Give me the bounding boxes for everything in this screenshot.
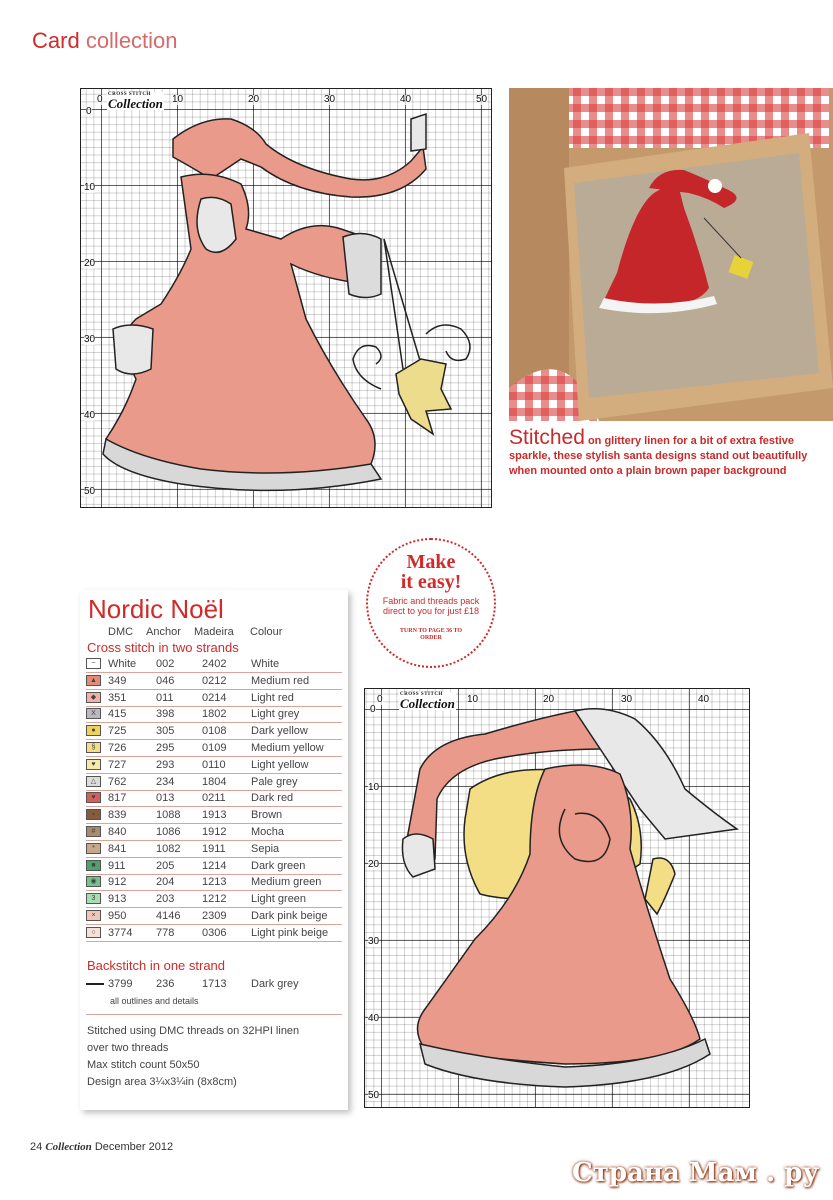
key-anchor: 4146 [156, 910, 181, 922]
swatch-icon: ♥ [86, 759, 101, 770]
key-col-colour: Colour [250, 626, 283, 638]
key-colour: Light pink beige [251, 926, 329, 939]
key-dmc: 817 [108, 792, 127, 805]
key-row [86, 740, 342, 757]
chart-top-number: 30 [324, 94, 336, 105]
chart-side-number: 40 [84, 410, 96, 421]
key-row [86, 656, 342, 673]
swatch-icon: X [86, 708, 101, 719]
photo-caption [509, 426, 809, 479]
key-colour: Dark pink beige [251, 910, 328, 922]
swatch-icon: § [86, 742, 101, 753]
chart-top-number: 40 [400, 94, 412, 105]
key-madeira: 0211 [202, 792, 226, 805]
chart-side-number: 50 [84, 486, 96, 497]
caption-text: on glittery linen for a bit of extra festive sparkle, these stylish santa designs stand out beautifully when mounted onto a plain brown paper background [509, 435, 808, 477]
key-anchor: 002 [156, 658, 175, 670]
key-colour: Light red [251, 691, 294, 704]
site-watermark: Страна Мам . ру [572, 1158, 819, 1188]
cross-stitch-heading: Cross stitch in two strands [87, 640, 239, 655]
chart-side-number: 20 [368, 859, 380, 870]
make-it-easy-badge [366, 538, 496, 668]
key-anchor: 013 [156, 792, 175, 805]
key-dmc: 725 [108, 725, 127, 738]
note-line: Design area 3¼x3¼in (8x8cm) [87, 1076, 237, 1088]
key-colour: Light yellow [251, 758, 309, 771]
key-dmc: 3774 [108, 926, 133, 939]
key-row [86, 824, 342, 841]
key-madeira: 1214 [202, 859, 227, 872]
santa-1-illustration [81, 89, 491, 507]
key-colour: Sepia [251, 842, 280, 855]
key-dmc: 762 [108, 775, 127, 788]
swatch-icon: ~ [86, 658, 101, 669]
key-colour: Dark yellow [251, 725, 308, 738]
chart-side-number: 30 [368, 936, 380, 947]
key-madeira: 1802 [202, 708, 227, 721]
key-dmc: 912 [108, 876, 127, 889]
key-dmc: 911 [108, 859, 126, 872]
key-dmc: 727 [108, 758, 127, 771]
key-colour: Dark red [251, 792, 294, 805]
key-dmc: 841 [108, 842, 127, 855]
key-row [86, 858, 342, 875]
key-row [86, 723, 342, 740]
chart-top-number: 30 [621, 694, 633, 705]
badge-body: Fabric and threads pack direct to you for just £18 [382, 596, 480, 616]
back-anchor: 236 [156, 978, 175, 990]
page-footer [30, 1141, 173, 1153]
chart-top-number: 20 [248, 94, 260, 105]
swatch-icon: ♥ [86, 792, 101, 803]
key-madeira: 0108 [202, 725, 227, 738]
key-anchor: 1086 [156, 826, 181, 838]
backstitch-line-icon [86, 983, 104, 985]
key-dmc: 726 [108, 742, 127, 754]
swatch-icon: △ [86, 776, 101, 787]
key-dmc: 913 [108, 893, 127, 906]
key-anchor: 398 [156, 708, 175, 721]
key-madeira: 1911 [202, 842, 226, 855]
key-anchor: 203 [156, 893, 175, 906]
chart-top-number: 50 [476, 94, 488, 105]
key-madeira: 2402 [202, 658, 227, 670]
chart-side-number: 10 [368, 782, 380, 793]
page-number: 24 [30, 1141, 43, 1153]
key-anchor: 204 [156, 876, 175, 889]
chart-top-number: 20 [543, 694, 555, 705]
key-dmc: 950 [108, 910, 127, 922]
note-line: Max stitch count 50x50 [87, 1059, 200, 1071]
key-row [86, 706, 342, 723]
key-dmc: 349 [108, 674, 127, 687]
key-row [86, 807, 342, 824]
key-anchor: 293 [156, 758, 175, 771]
chart-brand-logo: CROSS STITCH Collection [400, 692, 455, 711]
key-madeira: 2309 [202, 910, 227, 922]
chart-side-number: 20 [84, 258, 96, 269]
key-dmc: White [108, 658, 137, 670]
chart-side-number: 0 [86, 106, 92, 117]
chart-side-number: 0 [370, 704, 376, 715]
key-colour: Light green [251, 893, 307, 906]
badge-line1: Make [406, 551, 456, 573]
swatch-icon: ● [86, 725, 101, 736]
key-row [86, 908, 342, 925]
header-collection: collection [85, 28, 178, 53]
key-row [86, 673, 342, 690]
header-card: Card [32, 28, 80, 53]
chart-side-number: 30 [84, 334, 96, 345]
key-anchor: 778 [156, 926, 175, 939]
back-madeira: 1713 [202, 978, 227, 990]
key-row [86, 757, 342, 774]
swatch-icon: # [86, 826, 101, 837]
key-row [86, 774, 342, 791]
chart-top-number: 10 [467, 694, 479, 705]
chart-side-number: 40 [368, 1013, 380, 1024]
key-col-anchor: Anchor [146, 626, 181, 638]
key-col-dmc: DMC [108, 626, 134, 638]
key-colour: White [251, 658, 280, 670]
backstitch-note: all outlines and details [110, 996, 199, 1006]
key-dmc: 840 [108, 826, 127, 838]
santa-chart-2 [364, 688, 750, 1108]
key-anchor: 295 [156, 742, 175, 754]
key-madeira: 1804 [202, 775, 227, 788]
back-colour: Dark grey [251, 978, 299, 990]
key-colour: Pale grey [251, 775, 298, 788]
chart-top-number: 10 [172, 94, 184, 105]
caption-lead: Stitched [509, 426, 585, 449]
page-header [32, 28, 178, 54]
key-anchor: 234 [156, 775, 175, 788]
swatch-icon: ▪ [86, 809, 101, 820]
key-col-madeira: Madeira [194, 626, 234, 638]
key-row [86, 925, 342, 942]
key-anchor: 205 [156, 859, 175, 872]
swatch-icon: ▲ [86, 675, 101, 686]
key-madeira: 1213 [202, 876, 227, 889]
key-colour: Mocha [251, 826, 285, 838]
note-line: Stitched using DMC threads on 32HPI linen [87, 1025, 300, 1037]
key-colour: Medium yellow [251, 742, 324, 754]
key-dmc: 351 [108, 691, 127, 704]
swatch-icon: ■ [86, 860, 101, 871]
swatch-icon: * [86, 843, 101, 854]
key-dmc: 415 [108, 708, 127, 721]
key-anchor: 1088 [156, 809, 181, 822]
backstitch-heading: Backstitch in one strand [87, 958, 226, 973]
key-madeira: 1912 [202, 826, 227, 838]
chart-side-number: 50 [368, 1090, 380, 1101]
thread-key-panel [80, 590, 348, 1110]
chart-top-number: 0 [97, 94, 103, 105]
key-row [86, 790, 342, 807]
key-colour: Light grey [251, 708, 300, 721]
badge-order-note: TURN TO PAGE 36 TO ORDER [399, 628, 463, 641]
swatch-icon: ○ [86, 927, 101, 938]
stitched-card-photo [509, 88, 833, 421]
key-colour: Medium red [251, 674, 310, 687]
swatch-icon: 3 [86, 893, 101, 904]
key-anchor: 046 [156, 674, 175, 687]
key-row [86, 690, 342, 707]
key-title: Nordic Noël [88, 594, 224, 624]
key-madeira: 1913 [202, 809, 227, 822]
key-madeira: 0109 [202, 742, 227, 754]
chart-side-number: 10 [84, 182, 96, 193]
key-anchor: 305 [156, 725, 175, 738]
footer-brand: Collection [45, 1141, 92, 1153]
swatch-icon: ◉ [86, 876, 101, 887]
key-madeira: 1212 [202, 893, 227, 906]
footer-date: December 2012 [94, 1141, 174, 1153]
santa-chart-1 [80, 88, 492, 508]
key-madeira: 0306 [202, 926, 227, 939]
key-colour: Brown [251, 809, 283, 822]
key-row [86, 891, 342, 908]
key-madeira: 0110 [202, 758, 226, 771]
key-colour: Dark green [251, 859, 306, 872]
santa-2-illustration [365, 689, 749, 1107]
back-dmc: 3799 [108, 978, 133, 990]
key-row [86, 874, 342, 891]
swatch-icon: ◆ [86, 692, 101, 703]
key-anchor: 1082 [156, 842, 181, 855]
key-dmc: 839 [108, 809, 127, 822]
key-row [86, 841, 342, 858]
chart-brand-logo: CROSS STITCH Collection [108, 92, 163, 111]
backstitch-row [86, 976, 342, 992]
key-anchor: 011 [156, 691, 174, 704]
key-madeira: 0212 [202, 674, 227, 687]
swatch-icon: × [86, 910, 101, 921]
key-madeira: 0214 [202, 691, 227, 704]
key-colour: Medium green [251, 876, 322, 889]
note-line: over two threads [87, 1042, 169, 1054]
badge-line2: it easy! [400, 571, 462, 593]
chart-top-number: 40 [698, 694, 710, 705]
chart-top-number: 0 [377, 694, 383, 705]
